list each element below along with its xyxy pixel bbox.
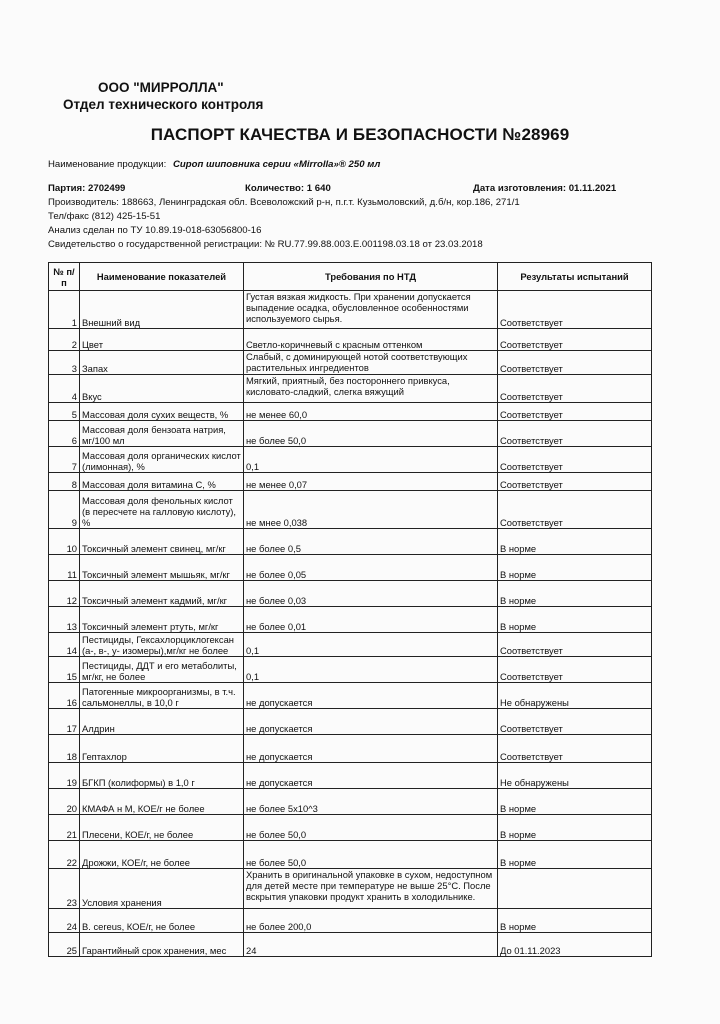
table-header-row [49,263,652,291]
row-parameter-name: Массовая доля витамина С, % [80,473,244,491]
row-number: 22 [49,841,80,869]
table-row [49,869,652,909]
row-number: 3 [49,351,80,375]
row-parameter-name: Запах [80,351,244,375]
table-row [49,555,652,581]
row-number: 11 [49,555,80,581]
row-requirement: 0,1 [244,633,498,657]
row-requirement: не более 0,05 [244,555,498,581]
row-requirement: не допускается [244,763,498,789]
table-row [49,735,652,763]
table-row [49,763,652,789]
row-parameter-name: Вкус [80,375,244,403]
row-number: 10 [49,529,80,555]
row-number: 5 [49,403,80,421]
batch-label: Партия: [48,183,86,194]
row-parameter-name: Гарантийный срок хранения, мес [80,933,244,957]
table-row [49,709,652,735]
row-requirement: не более 50,0 [244,841,498,869]
row-requirement: не менее 60,0 [244,403,498,421]
company-name: ООО "МИРРОЛЛА" [98,80,224,95]
row-result: В норме [498,529,652,555]
quantity-label: Количество: [245,183,305,194]
manufacturer-line: Производитель: 188663, Ленинградская обл. Всеволожский р-н, п.г.т. Кузьмоловский, д.б/н, кор.186, 271/1 [48,197,520,208]
row-requirement: Мягкий, приятный, без постороннего привкуса, кисловато-сладкий, слегка вяжущий [244,375,498,403]
production-date-value: 01.11.2021 [568,183,617,194]
row-number: 13 [49,607,80,633]
row-requirement: не менее 0,07 [244,473,498,491]
header-num: № п/п [49,263,80,291]
table-row [49,351,652,375]
row-requirement: не более 0,03 [244,581,498,607]
row-requirement: не допускается [244,709,498,735]
row-number: 20 [49,789,80,815]
row-parameter-name: Пестициды, Гексахлорциклогексан (а-, в-, у- изомеры),мг/кг не более [80,633,244,657]
row-number: 8 [49,473,80,491]
row-number: 18 [49,735,80,763]
row-result: В норме [498,841,652,869]
row-number: 23 [49,869,80,909]
production-date-line [473,183,616,194]
table-row [49,607,652,633]
row-requirement: не допускается [244,683,498,709]
row-result: Соответствует [498,473,652,491]
row-requirement: не более 0,01 [244,607,498,633]
row-requirement: Хранить в оригинальной упаковке в сухом, недоступном для детей месте при температуре не выше 25°С. После вскрытия упаковки продукт хранить в холодильнике. [244,869,498,909]
row-number: 16 [49,683,80,709]
table-row [49,329,652,351]
row-number: 7 [49,447,80,473]
row-requirement: не допускается [244,735,498,763]
row-number: 21 [49,815,80,841]
row-result: Соответствует [498,735,652,763]
row-requirement: не мнее 0,038 [244,491,498,529]
row-parameter-name: Условия хранения [80,869,244,909]
row-parameter-name: B. cereus, КОЕ/г, не более [80,909,244,933]
table-row [49,491,652,529]
row-parameter-name: Патогенные микроорганизмы, в т.ч. сальмонеллы, в 10,0 г [80,683,244,709]
table-row [49,473,652,491]
row-result: Не обнаружены [498,683,652,709]
row-parameter-name: Пестициды, ДДТ и его метаболиты, мг/кг, не более [80,657,244,683]
row-requirement: Светло-коричневый с красным оттенком [244,329,498,351]
row-requirement: не более 200,0 [244,909,498,933]
row-parameter-name: Токсичный элемент мышьяк, мг/кг [80,555,244,581]
row-number: 25 [49,933,80,957]
row-requirement: 24 [244,933,498,957]
row-number: 17 [49,709,80,735]
row-result: Соответствует [498,633,652,657]
row-number: 9 [49,491,80,529]
row-result: В норме [498,581,652,607]
certificate-line: Свидетельство о государственной регистрации: № RU.77.99.88.003.Е.001198.03.18 от 23.03.2018 [48,239,483,250]
row-parameter-name: Токсичный элемент кадмий, мг/кг [80,581,244,607]
table-row [49,375,652,403]
row-number: 19 [49,763,80,789]
row-number: 15 [49,657,80,683]
row-parameter-name: Токсичный элемент свинец, мг/кг [80,529,244,555]
row-requirement: не более 50,0 [244,815,498,841]
row-parameter-name: Цвет [80,329,244,351]
row-result: Соответствует [498,447,652,473]
row-requirement: 0,1 [244,447,498,473]
table-row [49,683,652,709]
quantity-line [245,183,331,194]
row-parameter-name: Плесени, КОЕ/г, не более [80,815,244,841]
row-parameter-name: Гептахлор [80,735,244,763]
row-parameter-name: Алдрин [80,709,244,735]
row-parameter-name: Токсичный элемент ртуть, мг/кг [80,607,244,633]
row-parameter-name: Массовая доля фенольных кислот (в пересчете на галловую кислоту), % [80,491,244,529]
product-label: Наименование продукции: [48,159,167,170]
row-parameter-name: Массовая доля органических кислот (лимонная), % [80,447,244,473]
row-result: Соответствует [498,657,652,683]
table-row [49,789,652,815]
row-result: Соответствует [498,403,652,421]
row-result: Соответствует [498,709,652,735]
row-result: Соответствует [498,421,652,447]
document-title: ПАСПОРТ КАЧЕСТВА И БЕЗОПАСНОСТИ №28969 [150,125,570,144]
header-name: Наименование показателей [80,263,244,291]
row-result: В норме [498,555,652,581]
table-row [49,909,652,933]
row-parameter-name: Массовая доля бензоата натрия, мг/100 мл [80,421,244,447]
row-number: 6 [49,421,80,447]
table-row [49,633,652,657]
row-result: В норме [498,607,652,633]
row-requirement: Слабый, с доминирующей нотой соответствующих растительных ингредиентов [244,351,498,375]
row-result: В норме [498,789,652,815]
row-requirement: не более 5х10^3 [244,789,498,815]
row-result: В норме [498,909,652,933]
row-number: 24 [49,909,80,933]
row-result: Не обнаружены [498,763,652,789]
header-requirement: Требования по НТД [244,263,498,291]
phone-line: Тел/факс (812) 425-15-51 [48,211,161,222]
row-requirement: не более 0,5 [244,529,498,555]
row-result: До 01.11.2023 [498,933,652,957]
row-parameter-name: Дрожжи, КОЕ/г, не более [80,841,244,869]
row-requirement: Густая вязкая жидкость. При хранении допускается выпадение осадка, обусловленное особенностями используемого сырья. [244,291,498,329]
table-row [49,933,652,957]
row-requirement: не более 50,0 [244,421,498,447]
row-result: Соответствует [498,291,652,329]
row-parameter-name: БГКП (колиформы) в 1,0 г [80,763,244,789]
production-date-label: Дата изготовления: [473,183,567,194]
row-parameter-name: Массовая доля сухих веществ, % [80,403,244,421]
row-number: 12 [49,581,80,607]
table-row [49,291,652,329]
results-table [48,262,652,957]
product-value: Сироп шиповника серии «Mirrolla»® 250 мл [173,159,381,170]
table-row [49,529,652,555]
row-number: 14 [49,633,80,657]
batch-value: 2702499 [88,183,126,194]
header-result: Результаты испытаний [498,263,652,291]
table-row [49,657,652,683]
table-row [49,815,652,841]
row-result [498,869,652,909]
row-result: Соответствует [498,375,652,403]
row-result: Соответствует [498,491,652,529]
row-parameter-name: Внешний вид [80,291,244,329]
row-number: 4 [49,375,80,403]
table-row [49,581,652,607]
quantity-value: 1 640 [306,183,331,194]
row-result: Соответствует [498,329,652,351]
analysis-line: Анализ сделан по ТУ 10.89.19-018-63056800-16 [48,225,262,236]
table-row [49,447,652,473]
row-result: В норме [498,815,652,841]
table-row [49,841,652,869]
table-row [49,403,652,421]
row-number: 2 [49,329,80,351]
batch-line [48,183,125,194]
department-name: Отдел технического контроля [63,97,264,112]
row-requirement: 0,1 [244,657,498,683]
row-result: Соответствует [498,351,652,375]
table-row [49,421,652,447]
row-number: 1 [49,291,80,329]
row-parameter-name: КМАФА н М, КОЕ/г не более [80,789,244,815]
